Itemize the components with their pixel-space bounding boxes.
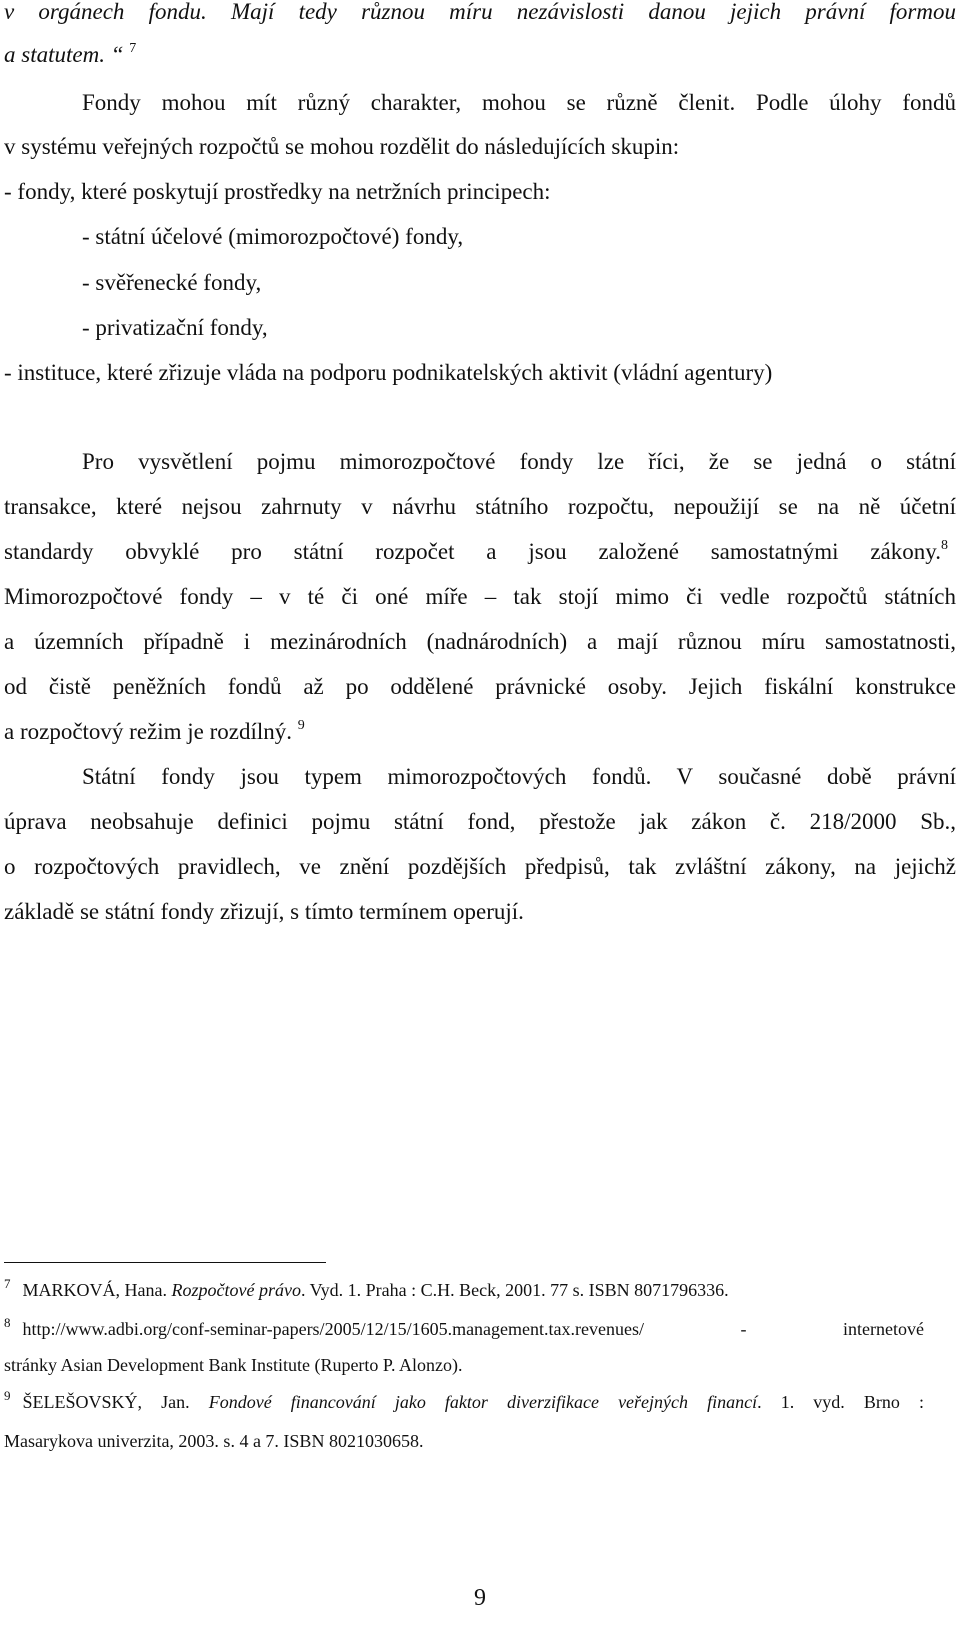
body-line-3: Fondy mohou mít různý charakter, mohou se různě členit. Podle úlohy fondů (82, 90, 956, 115)
footnote-ref-9: 9 (297, 718, 305, 733)
footnote-9-line-2: Masarykova univerzita, 2003. s. 4 a 7. ISBN 8021030658. (4, 1431, 424, 1451)
para4-line-2: úprava neobsahuje definici pojmu státní fond, přestože jak zákon č. 218/2000 Sb., (4, 809, 956, 834)
footnote-separator (4, 1262, 326, 1263)
footnote-9-line-1: $^9$ ŠELEŠOVSKÝ, Jan. Fondové financování jako faktor diverzifikace veřejných financí. 1. vyd. Brno : (4, 1390, 924, 1412)
list-item-2: - svěřenecké fondy, (82, 270, 262, 295)
para4-line-4: základě se státní fondy zřizují, s tímto termínem operují. (4, 899, 524, 924)
footnote-8-line-1: $^8$ http://www.adbi.org/conf-seminar-papers/2005/12/15/1605.management.tax.revenues/ - internetové (4, 1317, 924, 1339)
footnote-ref-7: 7 (129, 41, 137, 56)
body-line-4: v systému veřejných rozpočtů se mohou rozdělit do následujících skupin: (4, 134, 680, 159)
footnote-ref-8: 8 (941, 538, 948, 553)
body-line-2: a statutem. “ $^7$ (4, 41, 137, 67)
para3-line-4: a rozpočtový režim je rozdílný. $^9$ (4, 718, 305, 744)
body-line-9: - instituce, které zřizuje vláda na podporu podnikatelských aktivit (vládní agentury) (4, 360, 773, 385)
para3-line-1: Mimorozpočtové fondy – v té či oné míře – tak stojí mimo či vedle rozpočtů státních (4, 584, 956, 609)
list-item-1: - státní účelové (mimorozpočtové) fondy, (82, 224, 464, 249)
para2-line-1: Pro vysvětlení pojmu mimorozpočtové fondy lze říci, že se jedná o státní (82, 449, 956, 474)
list-item-3: - privatizační fondy, (82, 315, 268, 340)
para2-line-3: standardy obvyklé pro státní rozpočet a jsou založené samostatnými zákony.$^8$ (4, 538, 948, 564)
para3-line-2: a územních případně i mezinárodních (nadnárodních) a mají různou míru samostatnosti, (4, 629, 956, 654)
para2-line-2: transakce, které nejsou zahrnuty v návrhu státního rozpočtu, nepoužijí se na ně účetní (4, 494, 956, 519)
para3-line-3: od čistě peněžních fondů až po oddělené právnické osoby. Jejich fiskální konstrukce (4, 674, 956, 699)
footnote-7: $^7$ MARKOVÁ, Hana. Rozpočtové právo. Vyd. 1. Praha : C.H. Beck, 2001. 77 s. ISBN 8071796336. (4, 1276, 729, 1300)
page-number: 9 (474, 1585, 486, 1611)
para4-line-3: o rozpočtových pravidlech, ve znění pozdějších předpisů, tak zvláštní zákony, na jejichž (4, 854, 956, 879)
footnote-8-line-2: stránky Asian Development Bank Institute (Ruperto P. Alonzo). (4, 1355, 463, 1375)
body-line-5: - fondy, které poskytují prostředky na netržních principech: (4, 179, 551, 204)
body-line-1: v orgánech fondu. Mají tedy různou míru nezávislosti danou jejich právní formou (4, 0, 956, 24)
para4-line-1: Státní fondy jsou typem mimorozpočtových fondů. V současné době právní (82, 764, 956, 789)
